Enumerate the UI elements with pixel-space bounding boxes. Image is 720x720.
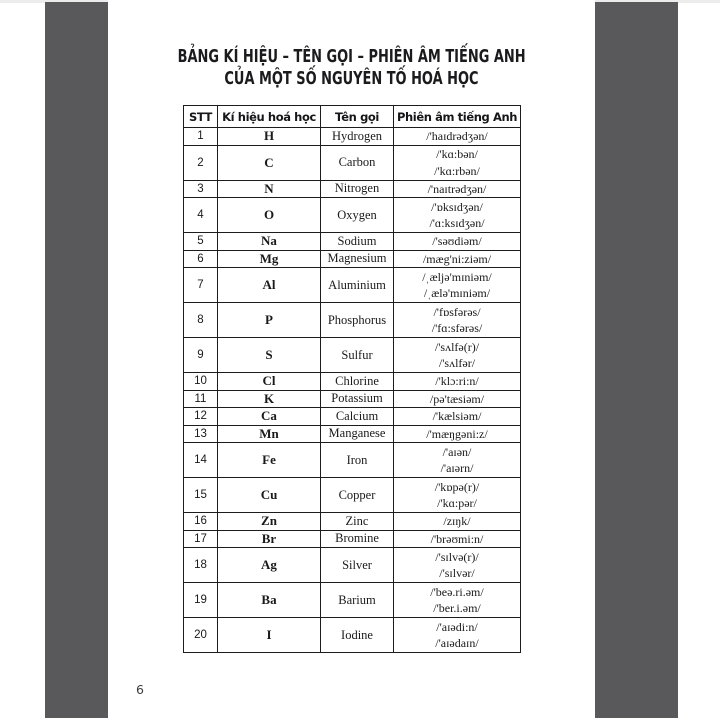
table-row [184,250,521,268]
name-cell: Sulfur [321,338,394,373]
table-row [184,373,521,391]
page-title-line2: CỦA MỘT SỐ NGUYÊN TỐ HOÁ HỌC [224,68,479,89]
ipa-variant: /'səʊdiəm/ [432,234,482,248]
symbol-cell: H [218,128,321,146]
table-row [184,513,521,531]
ipa-variant: /mæg'ni:ziəm/ [422,251,492,266]
symbol-cell: Ca [218,408,321,426]
name-cell: Carbon [321,145,394,180]
ipa-variant: /'sɪlvər/ [439,566,475,580]
name-cell: Phosphorus [321,303,394,338]
name-cell: Potassium [321,390,394,408]
table-row [184,390,521,408]
name-cell: Sodium [321,233,394,251]
scan-background-right [595,2,678,718]
name-cell: Aluminium [321,268,394,303]
stt-cell: 1 [184,128,218,146]
table-row [184,180,521,198]
name-cell: Barium [321,583,394,618]
ipa-variant: /'kɑ:rbən/ [434,163,480,178]
ipa-cell [394,425,521,443]
stt-cell: 16 [184,513,218,531]
page-title [108,46,595,90]
ipa-cell [394,198,521,233]
ipa-cell [394,530,521,548]
table-row [184,128,521,146]
stt-cell: 14 [184,443,218,478]
page-title-line1: BẢNG KÍ HIỆU – TÊN GỌI – PHIÊN ÂM TIẾNG ANH [177,46,526,67]
name-cell: Chlorine [321,373,394,391]
stt-cell: 3 [184,180,218,198]
name-cell: Iron [321,443,394,478]
ipa-cell [394,338,521,373]
table-row [184,338,521,373]
stt-cell: 2 [184,145,218,180]
column-header: Tên gọi [321,106,394,128]
ipa-cell [394,618,521,653]
ipa-cell [394,408,521,426]
stt-cell: 11 [184,390,218,408]
symbol-cell: Al [218,268,321,303]
table-row [184,478,521,513]
symbol-cell: P [218,303,321,338]
ipa-variant: /'beə.ri.əm/ [430,584,484,599]
ipa-cell [394,145,521,180]
symbol-cell: Br [218,530,321,548]
ipa-cell [394,233,521,251]
ipa-cell [394,443,521,478]
table-row [184,408,521,426]
ipa-variant: /'fɑ:sfərəs/ [431,321,483,335]
ipa-variant: /'aɪədi:n/ [436,619,478,634]
table-header-row [184,106,521,128]
stt-cell: 18 [184,548,218,583]
table-row [184,583,521,618]
stt-cell: 12 [184,408,218,426]
name-cell: Bromine [321,530,394,548]
table-row [184,233,521,251]
ipa-cell [394,250,521,268]
column-header: Kí hiệu hoá học [218,106,321,128]
ipa-cell [394,513,521,531]
ipa-variant: /'kælsiəm/ [432,409,482,423]
symbol-cell: N [218,180,321,198]
stt-cell: 4 [184,198,218,233]
ipa-cell [394,390,521,408]
ipa-variant: /'fɒsfərəs/ [433,304,481,319]
document-page [108,0,595,720]
ipa-variant: /'ber.i.əm/ [433,601,481,615]
ipa-variant: /'haɪdrədʒən/ [426,129,488,143]
symbol-cell: Cu [218,478,321,513]
ipa-variant: /'aɪən/ [442,444,472,459]
ipa-cell [394,478,521,513]
name-cell: Nitrogen [321,180,394,198]
stt-cell: 20 [184,618,218,653]
symbol-cell: Mn [218,425,321,443]
symbol-cell: Fe [218,443,321,478]
column-header: STT [184,106,218,128]
table-row [184,268,521,303]
table-row [184,303,521,338]
stt-cell: 10 [184,373,218,391]
elements-table [183,105,521,653]
table-row [184,443,521,478]
symbol-cell: Ag [218,548,321,583]
ipa-variant: /'aɪədaɪn/ [435,636,479,650]
table-row [184,145,521,180]
stt-cell: 17 [184,530,218,548]
symbol-cell: K [218,390,321,408]
table-row [184,198,521,233]
ipa-variant: /zɪŋk/ [443,514,471,528]
ipa-cell [394,268,521,303]
ipa-cell [394,583,521,618]
name-cell: Zinc [321,513,394,531]
name-cell: Calcium [321,408,394,426]
table-row [184,618,521,653]
ipa-variant: /ˌæljə'mɪniəm/ [422,269,492,284]
stt-cell: 13 [184,425,218,443]
name-cell: Hydrogen [321,128,394,146]
ipa-cell [394,128,521,146]
symbol-cell: C [218,145,321,180]
symbol-cell: S [218,338,321,373]
stt-cell: 19 [184,583,218,618]
ipa-variant: /pə'tæsiəm/ [429,391,485,406]
ipa-variant: /ˌælə'mɪniəm/ [423,286,491,300]
ipa-variant: /'sʌlfər/ [438,356,476,370]
scan-background-left [45,2,108,718]
symbol-cell: Na [218,233,321,251]
stt-cell: 8 [184,303,218,338]
ipa-variant: /'mæŋgəni:z/ [426,426,488,441]
symbol-cell: Cl [218,373,321,391]
name-cell: Copper [321,478,394,513]
ipa-variant: /'sʌlfə(r)/ [434,339,480,354]
ipa-cell [394,303,521,338]
symbol-cell: O [218,198,321,233]
ipa-variant: /'brəʊmi:n/ [430,531,484,546]
symbol-cell: I [218,618,321,653]
ipa-variant: /'klɔ:ri:n/ [435,374,479,388]
ipa-variant: /'aɪərn/ [440,461,474,475]
name-cell: Iodine [321,618,394,653]
ipa-cell [394,373,521,391]
symbol-cell: Mg [218,250,321,268]
stt-cell: 15 [184,478,218,513]
ipa-variant: /'ɑ:ksɪdʒən/ [429,216,485,230]
ipa-variant: /'kɒpə(r)/ [434,479,480,494]
symbol-cell: Ba [218,583,321,618]
name-cell: Manganese [321,425,394,443]
table-row [184,548,521,583]
element-table-body [184,128,521,653]
ipa-variant: /'sɪlvə(r)/ [435,549,479,564]
stt-cell: 5 [184,233,218,251]
stt-cell: 7 [184,268,218,303]
column-header: Phiên âm tiếng Anh [394,106,521,128]
name-cell: Oxygen [321,198,394,233]
name-cell: Magnesium [321,250,394,268]
symbol-cell: Zn [218,513,321,531]
stt-cell: 6 [184,250,218,268]
page-number: 6 [136,682,144,697]
name-cell: Silver [321,548,394,583]
table-row [184,425,521,443]
ipa-cell [394,548,521,583]
ipa-variant: /'naɪtrədʒən/ [427,181,487,196]
table-row [184,530,521,548]
stt-cell: 9 [184,338,218,373]
ipa-variant: /'ɒksɪdʒən/ [431,199,483,214]
ipa-variant: /'kɑ:bən/ [436,147,478,161]
ipa-variant: /'kɑ:pər/ [437,496,477,510]
ipa-cell [394,180,521,198]
